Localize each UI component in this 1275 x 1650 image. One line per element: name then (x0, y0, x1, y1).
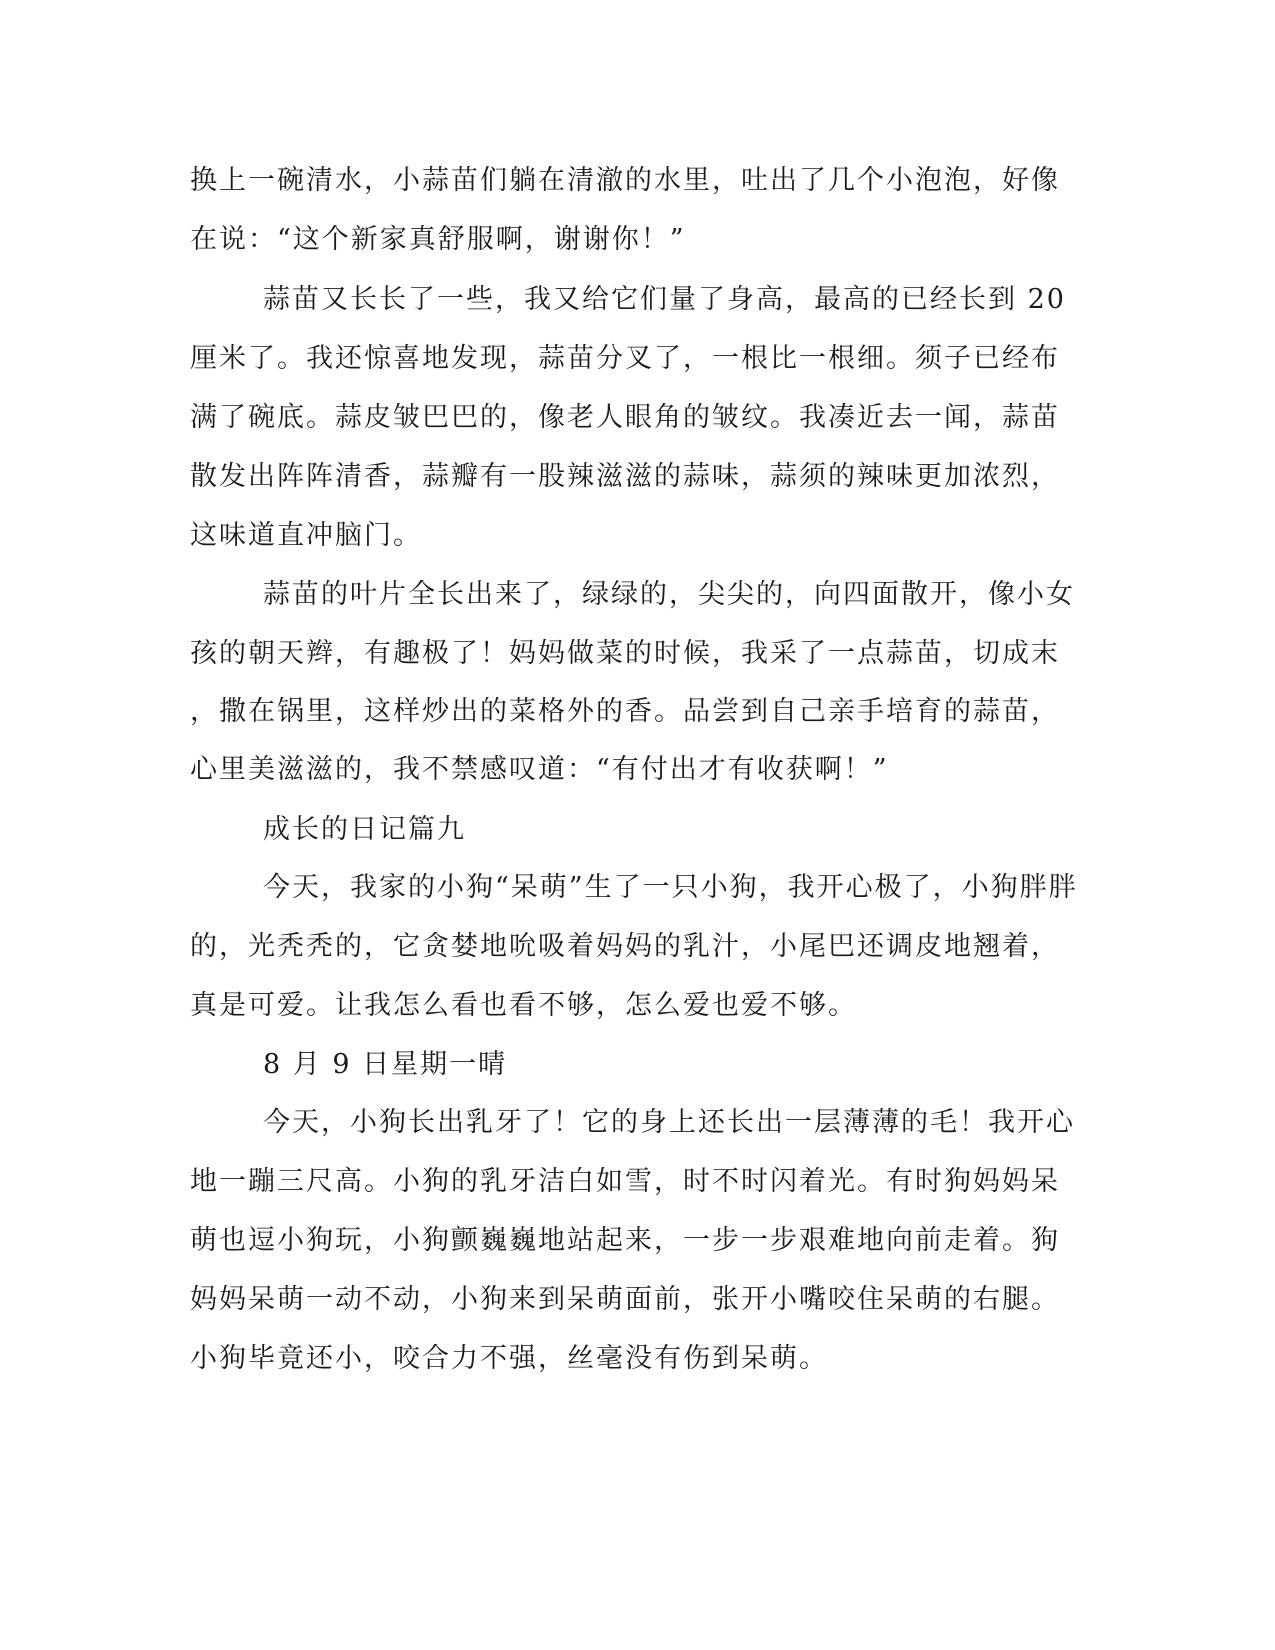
text-line-9: 孩的朝天辫，有趣极了！妈妈做菜的时候，我采了一点蒜苗，切成末 (190, 638, 1060, 669)
text-line-2: 在说：“这个新家真舒服啊，谢谢你！” (190, 224, 686, 255)
text-line-21: 小狗毕竟还小，咬合力不强，丝毫没有伤到呆萌。 (190, 1343, 828, 1374)
text-line-17: 今天，小狗长出乳牙了！它的身上还长出一层薄薄的毛！我开心 (263, 1107, 1075, 1138)
date-line: 8 月 9 日星期一晴 (263, 1049, 508, 1080)
text-line-19: 萌也逗小狗玩，小狗颤巍巍地站起来，一步一步艰难地向前走着。狗 (190, 1225, 1060, 1256)
text-line-6: 散发出阵阵清香，蒜瓣有一股辣滋滋的蒜味，蒜须的辣味更加浓烈， (190, 461, 1060, 492)
text-line-10: ，撒在锅里，这样炒出的菜格外的香。品尝到自己亲手培育的蒜苗， (190, 696, 1060, 727)
text-line-1: 换上一碗清水，小蒜苗们躺在清澈的水里，吐出了几个小泡泡，好像 (190, 165, 1060, 196)
text-line-7: 这味道直冲脑门。 (190, 520, 422, 551)
text-line-4: 厘米了。我还惊喜地发现，蒜苗分叉了，一根比一根细。须子已经布 (190, 343, 1060, 374)
text-line-5: 满了碗底。蒜皮皱巴巴的，像老人眼角的皱纹。我凑近去一闻，蒜苗 (190, 402, 1060, 433)
text-line-11: 心里美滋滋的，我不禁感叹道：“有付出才有收获啊！” (190, 754, 889, 785)
text-line-8: 蒜苗的叶片全长出来了，绿绿的，尖尖的，向四面散开，像小女 (263, 579, 1075, 610)
text-line-3: 蒜苗又长长了一些，我又给它们量了身高，最高的已经长到 20 (263, 284, 1066, 315)
text-line-14: 的，光秃秃的，它贪婪地吮吸着妈妈的乳汁，小尾巴还调皮地翘着， (190, 931, 1060, 962)
text-line-13: 今天，我家的小狗“呆萌”生了一只小狗，我开心极了，小狗胖胖 (263, 872, 1078, 903)
text-line-18: 地一蹦三尺高。小狗的乳牙洁白如雪，时不时闪着光。有时狗妈妈呆 (190, 1166, 1060, 1197)
text-line-15: 真是可爱。让我怎么看也看不够，怎么爱也爱不够。 (190, 990, 857, 1021)
text-line-20: 妈妈呆萌一动不动，小狗来到呆萌面前，张开小嘴咬住呆萌的右腿。 (190, 1284, 1060, 1315)
section-heading: 成长的日记篇九 (263, 814, 466, 845)
